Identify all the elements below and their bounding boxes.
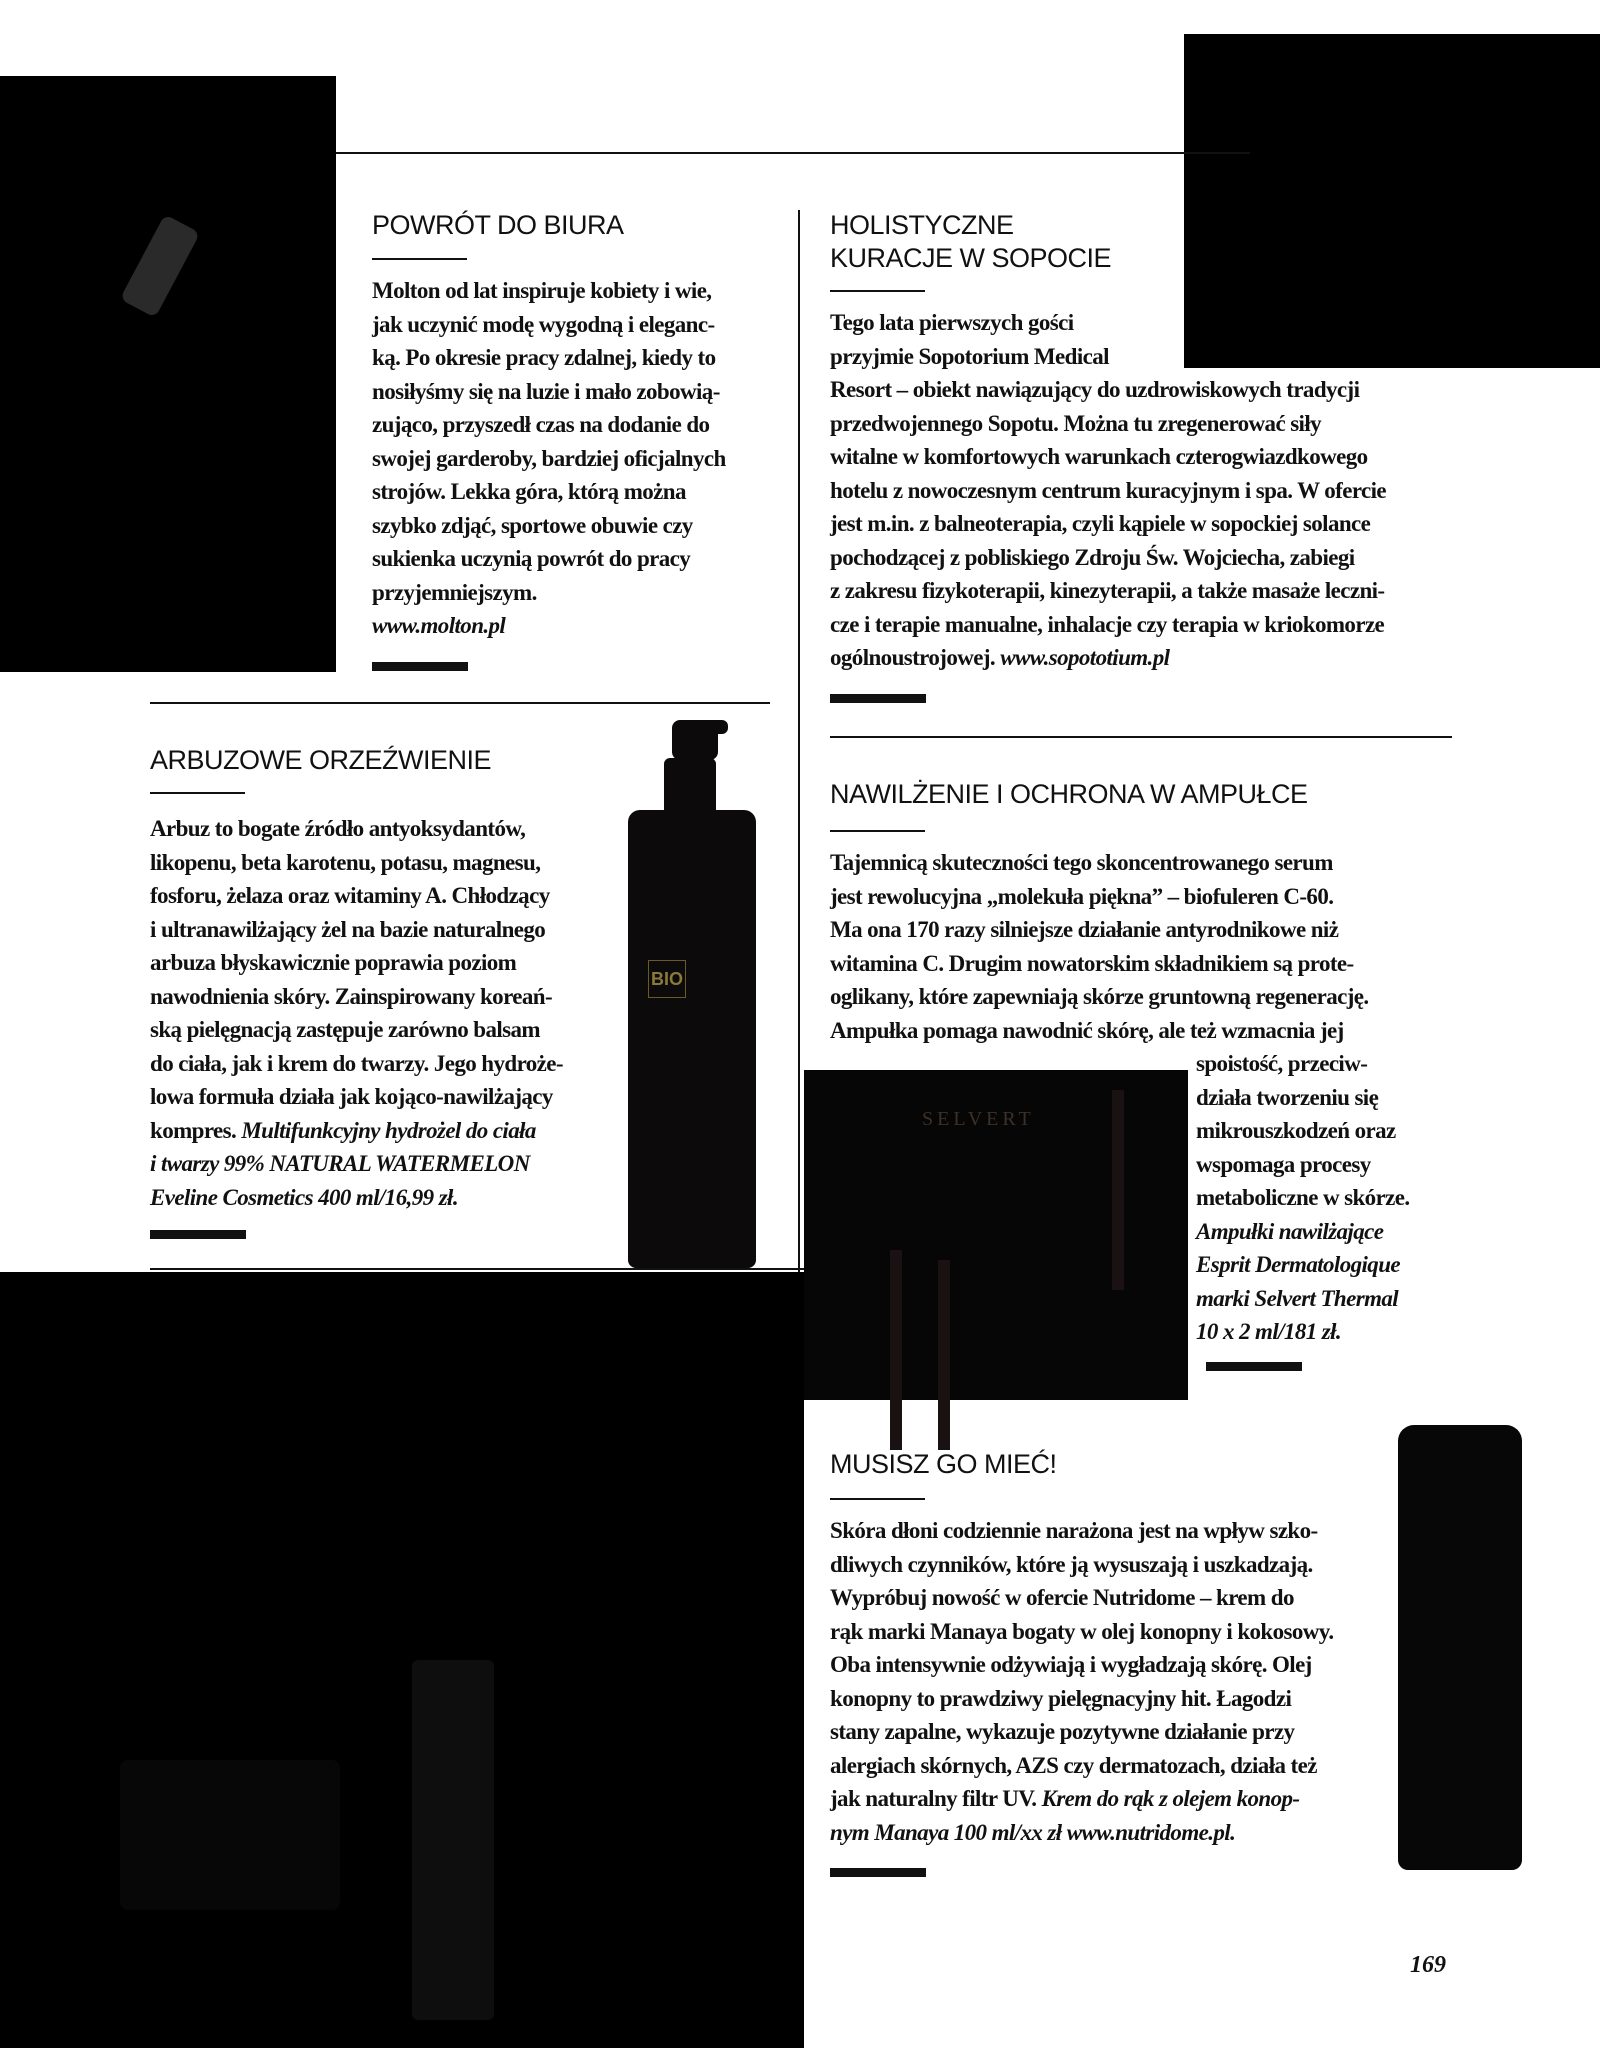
page-number: 169 bbox=[1410, 1952, 1446, 1978]
product-pump-head bbox=[672, 720, 718, 760]
article-body-powrot: Molton od lat inspiruje kobiety i wie, jak uczynić modę wygodną i eleganc- ką. Po okresie pracy zdalnej, kiedy to nosiłyśmy się na luzie i mało zobowią- zująco, przyszedł czas na dodanie do swojej garderoby, bardziej oficjalnych strojów. Lekka góra, którą można szybko zdjąć, sportowe obuwie czy sukienka uczynią powrót do pracy przyjemniejszym. www.molton.pl bbox=[372, 278, 726, 638]
title-dash bbox=[372, 258, 467, 260]
product-ampoule bbox=[938, 1260, 950, 1450]
section-rule-bottom-left bbox=[150, 1268, 806, 1270]
product-ampoule bbox=[890, 1250, 902, 1450]
article-body-nawilzenie: Tajemnicą skuteczności tego skoncentrowanego serum jest rewolucyjna „molekuła piękna” – biofuleren C-60. Ma ona 170 razy silniejsze działanie antyrodnikowe niż witamina C. Drugim nowatorskim składnikiem są prote- oglikany, które zapewniają skórze gruntowną regenerację. Ampułka pomaga nawodnić skórę, ale też wzmacnia jej bbox=[830, 850, 1369, 1043]
title-dash bbox=[830, 290, 925, 292]
title-dash bbox=[150, 792, 245, 794]
photo-spa bbox=[0, 1272, 804, 2048]
end-bar bbox=[372, 662, 468, 671]
article-body-arbuzowe: Arbuz to bogate źródło antyoksydantów, likopenu, beta karotenu, potasu, magnesu, fosforu, żelaza oraz witaminy A. Chłodzący i ultranawilżający żel na bazie naturalnego arbuza błyskawicznie poprawia poziom nawodnienia skóry. Zainspirowany koreań- ską pielęgnacją zastępuje zarówno balsam do ciała, jak i krem do twarzy. Jego hydroże- lowa formuła działa jak kojąco-nawilżający kompres. Multifunkcyjny hydrożel do ciała i twarzy 99% NATURAL WATERMELON Eveline Cosmetics 400 ml/16,99 zł. bbox=[150, 816, 563, 1210]
product-ampoule bbox=[1112, 1090, 1124, 1290]
article-title-nawilzenie: NAWILŻENIE I OCHRONA W AMPUŁCE bbox=[830, 779, 1308, 809]
section-rule-right bbox=[830, 736, 1452, 738]
photo-molton bbox=[0, 76, 336, 672]
article-body-musisz: Skóra dłoni codziennie narażona jest na wpływ szko- dliwych czynników, które ją wysuszają i uszkadzają. Wypróbuj nowość w ofercie Nutridome – krem do rąk marki Manaya bogaty w olej konopny i kokosowy. Oba intensywnie odżywiają i wygładzają skórę. Olej konopny to prawdziwy pielęgnacyjny hit. Łagodzi stany zapalne, wykazuje pozytywne działanie przy alergiach skórnych, AZS czy dermatozach, działa też jak naturalny filtr UV. Krem do rąk z olejem konop- nym Manaya 100 ml/xx zł www.nutridome.pl. bbox=[830, 1518, 1334, 1845]
section-rule-left bbox=[150, 702, 770, 704]
product-pump-neck bbox=[664, 758, 716, 812]
article-body-holistyczne: Tego lata pierwszych gości przyjmie Sopotorium Medical Resort – obiekt nawiązujący do uzdrowiskowych tradycji przedwojennego Sopotu. Można tu zregenerować siły witalne w komfortowych warunkach czterogwiazdkowego hotelu z nowoczesnym centrum kuracyjnym i spa. W ofercie jest m.in. z balneoterapia, czyli kąpiele w sopockiej solance pochodzącej z pobliskiego Zdroju Św. Wojciecha, zabiegi z zakresu fizykoterapii, kinezyterapii, a także masaże leczni- cze i terapie manualne, inhalacje czy terapia w kriokomorze ogólnoustrojowej. www.sopototium.pl bbox=[830, 310, 1387, 670]
article-body-nawilzenie-narrow: spoistość, przeciw- działa tworzeniu się mikrouszkodzeń oraz wspomaga procesy metaboliczne w skórze. Ampułki nawilżające Esprit Dermatologique marki Selvert Thermal 10 x 2 ml/181 zł. bbox=[1196, 1051, 1410, 1344]
product-bio-label: BIO bbox=[648, 960, 686, 998]
product-brand-label: SELVERT bbox=[922, 1108, 1035, 1130]
article-title-arbuzowe: ARBUZOWE ORZEŹWIENIE bbox=[150, 745, 491, 775]
top-rule bbox=[336, 152, 1250, 154]
credit-link[interactable]: www.sopototium.pl bbox=[1000, 645, 1170, 670]
title-dash bbox=[830, 830, 925, 832]
article-title-powrot: POWRÓT DO BIURA bbox=[372, 210, 624, 240]
end-bar bbox=[830, 1868, 926, 1877]
article-title-musisz: MUSISZ GO MIEĆ! bbox=[830, 1449, 1057, 1479]
end-bar bbox=[830, 694, 926, 703]
column-divider bbox=[798, 210, 800, 1272]
credit-link[interactable]: www.molton.pl bbox=[372, 613, 506, 638]
photo-towel bbox=[120, 1760, 340, 1910]
title-dash bbox=[830, 1498, 925, 1500]
end-bar bbox=[1206, 1362, 1302, 1371]
product-bottle-watermelon bbox=[628, 810, 756, 1268]
product-hand-cream bbox=[1398, 1425, 1522, 1870]
end-bar bbox=[150, 1230, 246, 1239]
photo-serum-bottle bbox=[412, 1660, 494, 2020]
article-title-holistyczne: HOLISTYCZNE KURACJE W SOPOCIE bbox=[830, 210, 1112, 273]
